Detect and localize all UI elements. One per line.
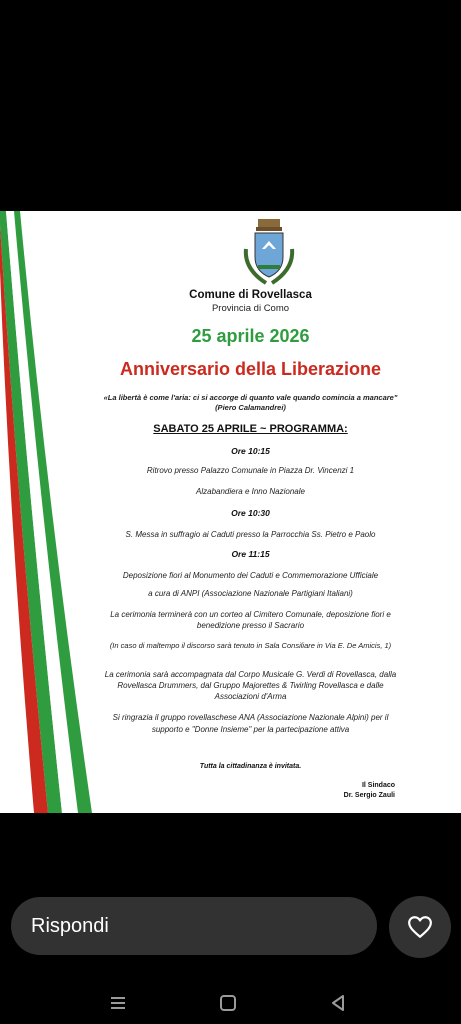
program-item: S. Messa in suffragio ai Caduti presso la Parrocchia Ss. Pietro e Paolo xyxy=(125,530,376,539)
music-text: Rovellasca Drummers, dal Gruppo Majorettes & Twirling Rovellasca e dalle xyxy=(117,681,384,690)
coat-of-arms-icon xyxy=(240,219,298,289)
recents-icon xyxy=(109,995,127,1011)
provincia-name: Provincia di Como xyxy=(211,303,290,314)
program-item: Alzabandiera e Inno Nazionale xyxy=(196,487,305,496)
invite-text: Tutta la cittadinanza è invitata. xyxy=(199,763,302,770)
program-item: Ritrovo presso Palazzo Comunale in Piazza Dr. Vincenzi 1 xyxy=(146,466,355,475)
quote xyxy=(40,393,461,413)
thanks-text: Si ringrazia il gruppo rovellaschese ANA (Associazione Nazionale Alpini) per il xyxy=(112,713,389,722)
time-1: Ore 10:15 xyxy=(231,446,270,456)
quote-text: «La libertà è come l'aria: ci si accorge di quanto vale quando comincia a mancare" xyxy=(103,393,398,402)
reply-input[interactable] xyxy=(11,897,377,955)
signature-name: Dr. Sergio Zauli xyxy=(343,792,395,799)
home-icon xyxy=(219,994,237,1012)
heart-icon xyxy=(407,915,433,939)
signature-role: Il Sindaco xyxy=(361,782,395,789)
like-button[interactable] xyxy=(389,896,451,958)
back-icon xyxy=(329,994,347,1012)
time-3: Ore 11:15 xyxy=(231,549,270,559)
time-2: Ore 10:30 xyxy=(231,508,270,518)
comune-name: Comune di Rovellasca xyxy=(189,289,312,301)
program-item: La cerimonia terminerà con un corteo al Cimitero Comunale, deposizione fiori e xyxy=(110,610,391,619)
recents-button[interactable] xyxy=(103,988,133,1018)
program-item: benedizione presso il Sacrario xyxy=(196,621,305,630)
program-item: a cura di ANPI (Associazione Nazionale Partigiani Italiani) xyxy=(148,589,353,598)
thanks-text: supporto e "Donne Insieme" per la partecipazione attiva xyxy=(151,725,350,734)
program-item: (In caso di maltempo il discorso sarà tenuto in Sala Consiliare in Via E. De Amicis, 1) xyxy=(109,641,392,650)
system-nav-bar xyxy=(0,980,461,1024)
reply-label: Rispondi xyxy=(31,915,109,937)
music-text: Associazioni d'Arma xyxy=(214,692,287,701)
program-item: Deposizione fiori al Monumento dei Caduti e Commemorazione Ufficiale xyxy=(122,571,379,580)
home-button[interactable] xyxy=(213,988,243,1018)
program-heading: SABATO 25 APRILE ~ PROGRAMMA: xyxy=(153,423,348,435)
event-date: 25 aprile 2026 xyxy=(191,326,310,346)
quote-author: (Piero Calamandrei) xyxy=(215,403,286,412)
event-title: Anniversario della Liberazione xyxy=(119,359,382,379)
poster-image xyxy=(0,211,461,813)
music-text: La cerimonia sarà accompagnata dal Corpo Musicale G. Verdi di Rovellasca, dalla xyxy=(104,670,397,679)
back-button[interactable] xyxy=(323,988,353,1018)
